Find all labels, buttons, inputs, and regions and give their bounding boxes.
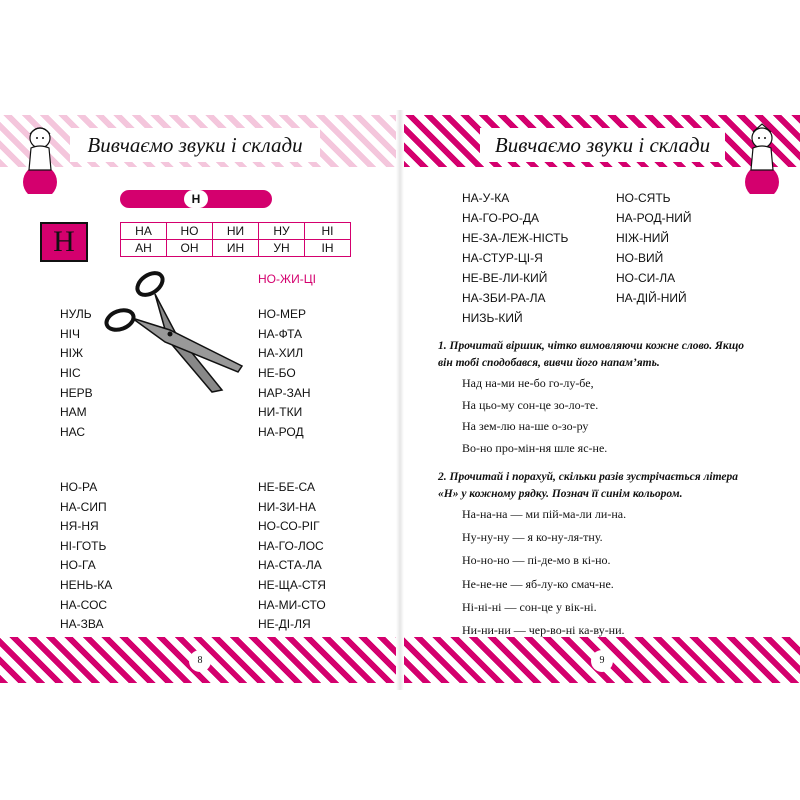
big-letter-tile: Н [40,222,88,262]
word-item: НАС [60,425,86,440]
word-item: НЕ-ЗА-ЛЕЖ-НІСТЬ [462,231,569,245]
word-item: НО-РА [60,480,98,494]
syllable-cell: ОН [167,240,213,257]
poem-line: На-на-на — ми пій-ма-ли ли-на. [462,507,627,521]
word-item: НА-СОС [60,597,108,612]
highlight-word [258,270,316,290]
right-page-word-list-2 [616,188,692,308]
word-item: НЕ-ЩА-СТЯ [258,577,326,592]
word-item: НІ-ГОТЬ [60,538,107,553]
right-word-list-b [258,478,326,635]
syllable-cell: НІ [305,223,351,240]
word-item: НО-СЯТЬ [616,191,671,205]
poem-line: Ни-ни-ни — чер-во-ні ка-ву-ни. [462,622,625,637]
word-item: НА-У-КА [462,191,510,205]
page-number-right: 9 [591,650,613,672]
left-word-list-a [60,305,93,443]
mascot-boy-icon [740,120,784,194]
poem-line: Но-но-но — пі-де-мо в кі-но. [462,553,611,568]
poem-line: Во-но про-мін-ня шле яс-не. [462,440,608,455]
syllable-cell: УН [259,240,305,257]
word-item: НА-МИ-СТО [258,597,326,612]
poem-line: На зем-лю на-ше о-зо-ру [462,419,589,433]
poem-2 [462,503,626,642]
mascot-girl-icon [18,120,62,194]
syllable-row [121,240,351,257]
word-item: НА-ЗБИ-РА-ЛА [462,291,546,305]
word-item: НО-СО-РІГ [258,519,320,534]
word-item: НІС [60,366,81,381]
poem-line: Ну-ну-ну — я ко-ну-ля-тну. [462,530,603,545]
right-page-word-list-1 [462,188,568,328]
syllable-cell: НУ [259,223,305,240]
word-item: НА-РОД [258,425,304,440]
word-item: НЕ-БО [258,366,296,381]
left-word-list-b [60,478,112,635]
syllable-cell: ІН [305,240,351,257]
syllable-row [121,223,351,240]
word-item: НАМ [60,405,87,420]
letter-header: Н [184,190,208,208]
word-item: НУЛЬ [60,307,92,321]
word-item: НАР-ЗАН [258,385,311,400]
task-2-instructions: 2. Прочитай і порахуй, скільки разів зустрічається літера «Н» у кожному рядку. Познач її синім кольором. [438,471,739,500]
word-item: НА-СТА-ЛА [258,558,322,573]
word-item: НІЧ [60,326,80,341]
poem-line: Над на-ми не-бо го-лу-бе, [462,376,594,390]
syllable-table [120,222,351,257]
word-item: НЕНЬ-КА [60,577,113,592]
word-item: НО-ЖИ-ЦІ [258,272,316,286]
word-item: НЕ-БЕ-СА [258,480,315,494]
syllable-cell: НО [167,223,213,240]
page-number-left: 8 [189,650,211,672]
word-item: НЕ-ВЕ-ЛИ-КИЙ [462,271,548,285]
word-item: НА-РОД-НИЙ [616,211,692,225]
word-item: НЕРВ [60,385,93,400]
book-gutter [396,110,404,690]
task-1-instructions: 1. Прочитай віршик, чітко вимовляючи кожне слово. Якщо він тобі сподобався, вивчи його напам’ять. [438,340,745,369]
word-item: НЯ-НЯ [60,519,99,534]
word-item: НА-ДІЙ-НИЙ [616,291,687,305]
word-item: НА-ГО-ЛОС [258,538,324,553]
word-item: НО-СИ-ЛА [616,271,676,285]
syllable-cell: НА [121,223,167,240]
word-item: НИ-ТКИ [258,405,303,420]
word-item: НІЖ-НИЙ [616,231,669,245]
word-item: НІЖ [60,346,84,361]
syllable-cell: ИН [213,240,259,257]
word-item: НИЗЬ-КИЙ [462,311,523,325]
syllable-cell: АН [121,240,167,257]
poem-line: Ні-ні-ні — сон-це у вік-ні. [462,599,597,614]
page-title-left: Вивчаємо звуки і склади [70,128,320,162]
word-item: НА-СТУР-ЦІ-Я [462,251,543,265]
poem-1 [462,373,607,459]
word-item: НО-ГА [60,558,96,573]
word-item: НА-ФТА [258,326,303,341]
scissors-illustration [100,262,250,397]
right-word-list-a [258,305,311,443]
word-item: НИ-ЗИ-НА [258,499,316,514]
word-item: НО-ВИЙ [616,251,664,265]
word-item: НЕ-ДІ-ЛЯ [258,617,311,632]
word-item: НА-ХИЛ [258,346,304,361]
page-title-right: Вивчаємо звуки і склади [480,128,725,162]
word-item: НА-ГО-РО-ДА [462,211,540,225]
poem-line: Не-не-не — яб-лу-ко смач-не. [462,576,614,591]
poem-line: На цьо-му сон-це зо-ло-те. [462,397,599,412]
word-item: НА-ЗВА [60,617,104,632]
syllable-cell: НИ [213,223,259,240]
word-item: НА-СИП [60,499,107,514]
word-item: НО-МЕР [258,307,306,321]
